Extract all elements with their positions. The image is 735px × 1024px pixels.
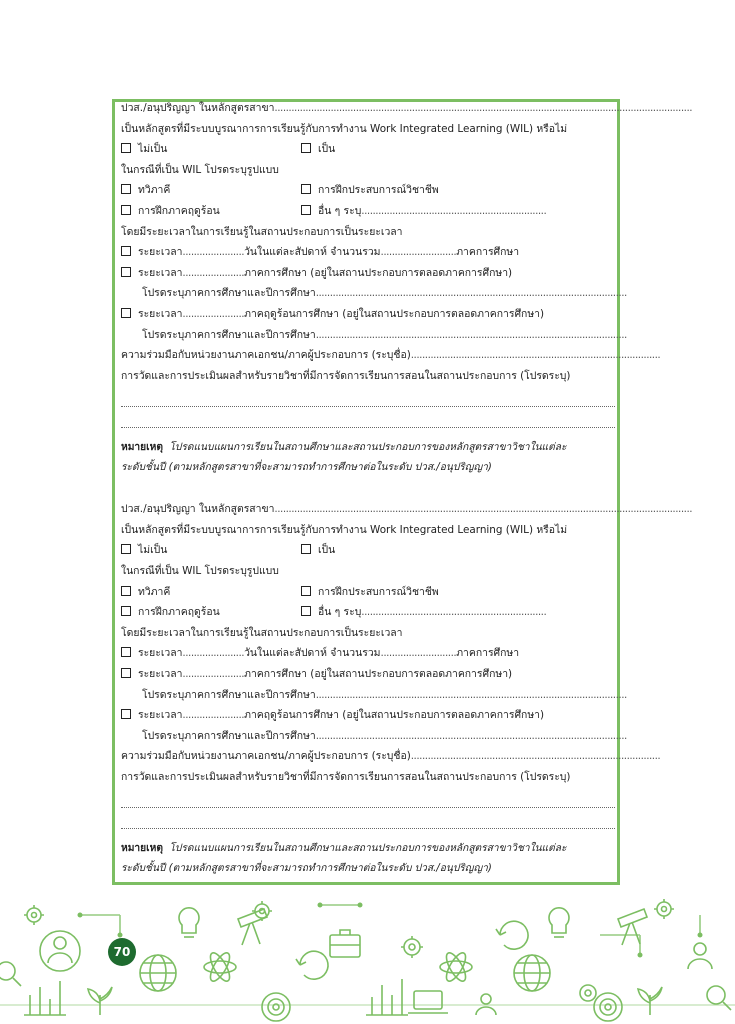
checkbox-not-wil[interactable]: ไม่เป็น (121, 544, 167, 556)
gear-icon (401, 936, 423, 958)
bar-chart-icon (366, 979, 408, 1015)
checkbox-icon[interactable] (301, 143, 311, 153)
gear-icon (580, 985, 596, 1001)
evaluation-fill-1[interactable] (121, 788, 615, 809)
checkbox-other[interactable]: อื่น ๆ ระบุ.................................................................. (301, 201, 546, 221)
checkbox-icon[interactable] (301, 586, 311, 596)
duration-option-2[interactable]: ระยะเวลา......................ภาคการศึกษา (อยู่ในสถานประกอบการตลอดภาคการศึกษา) (121, 664, 615, 685)
checkbox-coop[interactable]: การฝึกประสบการณ์วิชาชีพ (301, 582, 439, 602)
checkbox-icon[interactable] (121, 205, 131, 215)
checkbox-icon[interactable] (121, 586, 131, 596)
program-line[interactable]: ปวส./อนุปริญญา ในหลักสูตรสาขา..................................................................................................................................................... (121, 102, 693, 114)
form-content (121, 98, 693, 880)
cycle-icon (496, 921, 528, 949)
checkbox-icon[interactable] (121, 647, 131, 657)
magnifier-icon (707, 986, 731, 1010)
lightbulb-icon (179, 908, 199, 937)
if-wil-label: ในกรณีที่เป็น WIL โปรดระบุรูปแบบ (121, 163, 279, 176)
gear-icon (654, 899, 674, 919)
checkbox-icon[interactable] (121, 267, 131, 277)
atom-icon (440, 950, 472, 984)
person-icon (40, 931, 80, 971)
checkbox-icon[interactable] (301, 544, 311, 554)
wil-question: เป็นหลักสูตรที่มีระบบบูรณาการการเรียนรู้กับการทำงาน Work Integrated Learning (WIL) หรือไม่ (121, 523, 568, 536)
telescope-icon (618, 909, 647, 945)
duration-heading: โดยมีระยะเวลาในการเรียนรู้ในสถานประกอบการเป็นระยะเวลา (121, 626, 403, 639)
globe-icon (140, 955, 176, 991)
checkbox-is-wil[interactable]: เป็น (301, 540, 335, 560)
atom-icon (204, 950, 236, 984)
gear-icon (252, 901, 272, 921)
form-section-2 (121, 499, 693, 880)
checkbox-other[interactable]: อื่น ๆ ระบุ.................................................................. (301, 602, 546, 622)
checkbox-icon[interactable] (121, 308, 131, 318)
program-line[interactable]: ปวส./อนุปริญญา ในหลักสูตรสาขา..................................................................................................................................................... (121, 503, 693, 516)
checkbox-icon[interactable] (301, 205, 311, 215)
duration-option-3[interactable]: ระยะเวลา......................ภาคฤดูร้อนการศึกษา (อยู่ในสถานประกอบการตลอดภาคการศึกษา) (121, 304, 615, 325)
duration-3-detail[interactable]: โปรดระบุภาคการศึกษาและปีการศึกษา............................................................................................................... (142, 328, 627, 341)
plant-icon (638, 987, 662, 1015)
bar-chart-icon (24, 981, 66, 1015)
duration-option-1[interactable]: ระยะเวลา......................วันในแต่ละสัปดาห์ จำนวนรวม...........................ภาคการศึกษา (121, 643, 615, 664)
evaluation-line: การวัดและการประเมินผลสำหรับรายวิชาที่มีการจัดการเรียนการสอนในสถานประกอบการ (โปรดระบุ) (121, 369, 571, 382)
checkbox-icon[interactable] (121, 668, 131, 678)
target-icon (262, 993, 290, 1021)
briefcase-icon (330, 930, 360, 957)
note-line-1: หมายเหตุ โปรดแนบแผนการเรียนในสถานศึกษาและสถานประกอบการของหลักสูตรสาขาวิชาในแต่ละ (121, 842, 567, 854)
checkbox-icon[interactable] (121, 709, 131, 719)
checkbox-is-wil[interactable]: เป็น (301, 139, 335, 159)
checkbox-dual[interactable]: ทวิภาคี (121, 586, 170, 598)
checkbox-not-wil[interactable]: ไม่เป็น (121, 143, 167, 155)
checkbox-dual[interactable]: ทวิภาคี (121, 184, 170, 196)
evaluation-fill-1[interactable] (121, 386, 615, 407)
checkbox-icon[interactable] (121, 544, 131, 554)
note-line-2: ระดับชั้นปี (ตามหลักสูตรสาขาที่จะสามารถทำการศึกษาต่อในระดับ ปวส./อนุปริญญา) (121, 462, 492, 474)
globe-icon (514, 955, 550, 991)
checkbox-summer[interactable]: การฝึกภาคฤดูร้อน (121, 205, 220, 217)
duration-heading: โดยมีระยะเวลาในการเรียนรู้ในสถานประกอบการเป็นระยะเวลา (121, 225, 403, 238)
magnifier-icon (0, 962, 21, 986)
if-wil-label: ในกรณีที่เป็น WIL โปรดระบุรูปแบบ (121, 565, 279, 578)
page-number-badge: 70 (108, 938, 136, 966)
lightbulb-icon (549, 908, 569, 937)
duration-3-detail[interactable]: โปรดระบุภาคการศึกษาและปีการศึกษา............................................................................................................... (142, 729, 627, 742)
checkbox-icon[interactable] (121, 143, 131, 153)
cycle-icon (296, 951, 328, 979)
wil-question: เป็นหลักสูตรที่มีระบบบูรณาการการเรียนรู้กับการทำงาน Work Integrated Learning (WIL) หรือไม่ (121, 122, 568, 135)
checkbox-coop[interactable]: การฝึกประสบการณ์วิชาชีพ (301, 180, 439, 200)
plant-icon (88, 987, 112, 1015)
cooperation-line[interactable]: ความร่วมมือกับหน่วยงานภาคเอกชน/ภาคผู้ประกอบการ (ระบุชื่อ)......................................................................................... (121, 750, 661, 763)
telescope-icon (238, 909, 267, 945)
checkbox-icon[interactable] (121, 184, 131, 194)
gear-icon (24, 905, 44, 925)
evaluation-fill-2[interactable] (121, 808, 615, 829)
person-icon (688, 943, 712, 969)
duration-2-detail[interactable]: โปรดระบุภาคการศึกษาและปีการศึกษา............................................................................................................... (142, 287, 627, 300)
laptop-icon (408, 991, 448, 1013)
duration-option-1[interactable]: ระยะเวลา......................วันในแต่ละสัปดาห์ จำนวนรวม...........................ภาคการศึกษา (121, 242, 615, 263)
evaluation-fill-2[interactable] (121, 407, 615, 428)
target-icon (594, 993, 622, 1021)
cooperation-line[interactable]: ความร่วมมือกับหน่วยงานภาคเอกชน/ภาคผู้ประกอบการ (ระบุชื่อ)......................................................................................... (121, 349, 661, 362)
checkbox-icon[interactable] (121, 606, 131, 616)
form-section-1 (121, 98, 693, 479)
duration-option-3[interactable]: ระยะเวลา......................ภาคฤดูร้อนการศึกษา (อยู่ในสถานประกอบการตลอดภาคการศึกษา) (121, 705, 615, 726)
duration-2-detail[interactable]: โปรดระบุภาคการศึกษาและปีการศึกษา............................................................................................................... (142, 688, 627, 701)
checkbox-summer[interactable]: การฝึกภาคฤดูร้อน (121, 606, 220, 618)
duration-option-2[interactable]: ระยะเวลา......................ภาคการศึกษา (อยู่ในสถานประกอบการตลอดภาคการศึกษา) (121, 263, 615, 284)
evaluation-line: การวัดและการประเมินผลสำหรับรายวิชาที่มีการจัดการเรียนการสอนในสถานประกอบการ (โปรดระบุ) (121, 771, 571, 783)
checkbox-icon[interactable] (301, 606, 311, 616)
note-line-1: หมายเหตุ โปรดแนบแผนการเรียนในสถานศึกษาและสถานประกอบการของหลักสูตรสาขาวิชาในแต่ละ (121, 441, 567, 453)
checkbox-icon[interactable] (121, 246, 131, 256)
note-line-2: ระดับชั้นปี (ตามหลักสูตรสาขาที่จะสามารถทำการศึกษาต่อในระดับ ปวส./อนุปริญญา) (121, 863, 492, 875)
checkbox-icon[interactable] (301, 184, 311, 194)
